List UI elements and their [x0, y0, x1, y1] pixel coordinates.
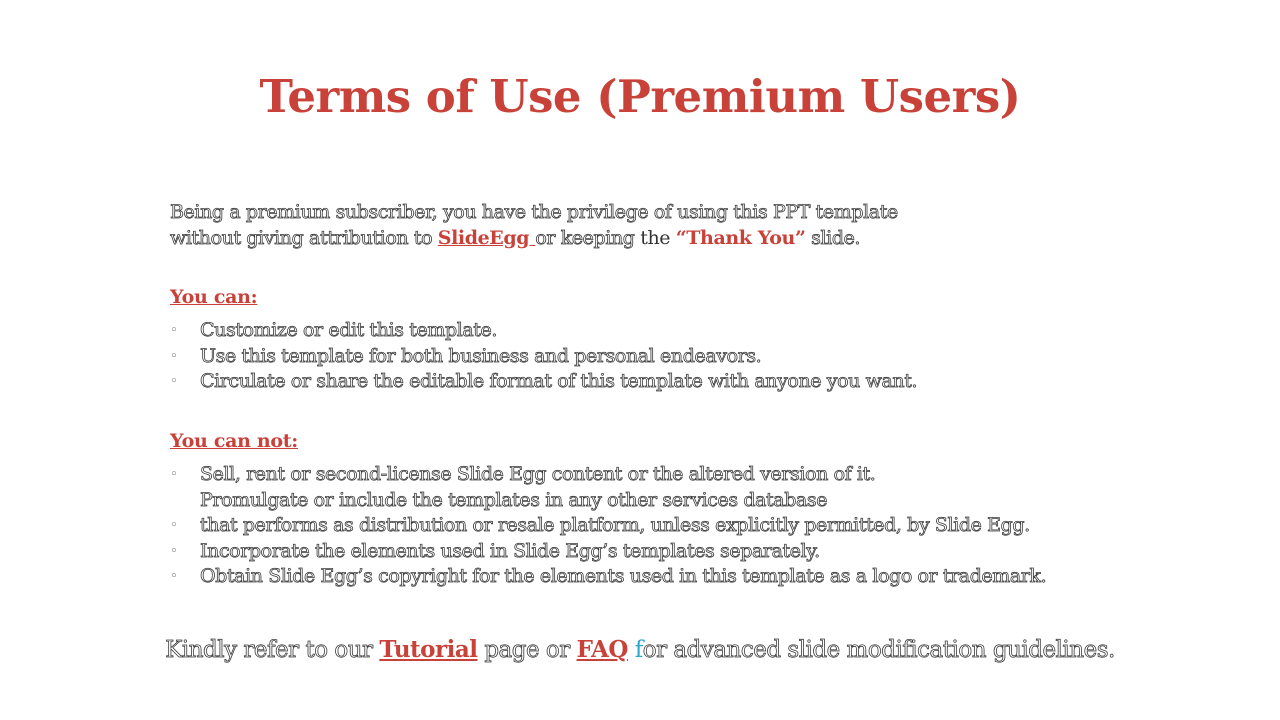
- intro-text: without giving attribution to: [170, 227, 438, 249]
- you-can-heading: You can:: [170, 286, 258, 308]
- bullet-icon: ◦: [170, 348, 178, 364]
- intro-text: or keeping: [535, 227, 641, 249]
- page-title: Terms of Use (Premium Users): [259, 70, 1021, 123]
- footer-note: [0, 634, 1280, 666]
- list-item: ◦ Customize or edit this template.: [170, 318, 1170, 344]
- intro-line-2: [170, 225, 1130, 251]
- intro-text: the: [640, 227, 676, 249]
- intro-text: Being a premium subscriber, you have the privilege of using this PPT template: [170, 201, 898, 223]
- faq-link[interactable]: FAQ: [576, 636, 628, 663]
- slideegg-link[interactable]: SlideEgg: [437, 227, 536, 249]
- intro-text: slide.: [805, 227, 861, 249]
- bullet-icon: ◦: [170, 323, 178, 338]
- list-item: ◦ Incorporate the elements used in Slide Egg’s templates separately.: [170, 539, 1170, 565]
- footer-text: or advanced slide modification guidelines.: [642, 637, 1115, 663]
- you-can-not-heading: You can not:: [170, 430, 298, 452]
- footer-text: page or: [477, 637, 577, 663]
- footer-text: Kindly refer to our: [165, 637, 380, 663]
- intro-paragraph: [170, 199, 1130, 251]
- bullet-icon: ◦: [170, 569, 178, 584]
- thank-you-text: “Thank You”: [675, 227, 806, 249]
- bullet-icon: ◦: [170, 518, 178, 533]
- you-can-list: [170, 318, 1170, 395]
- you-can-not-list: [170, 462, 1170, 590]
- list-item: Promulgate or include the templates in any other services database: [200, 488, 828, 511]
- list-item: ◦ Obtain Slide Egg’s copyright for the elements used in this template as a logo or trademark.: [170, 564, 1170, 590]
- list-item: ◦ Sell, rent or second-license Slide Egg content or the altered version of it.: [170, 462, 1170, 488]
- list-item: ◦ that performs as distribution or resale platform, unless explicitly permitted, by Slide Egg.: [170, 513, 1170, 539]
- intro-line-1: [170, 199, 1130, 225]
- bullet-icon: ◦: [170, 467, 178, 482]
- bullet-icon: ◦: [170, 543, 178, 559]
- bullet-icon: ◦: [170, 374, 178, 389]
- list-item: ◦ Use this template for both business and personal endeavors.: [170, 344, 1170, 370]
- list-item: ◦ Circulate or share the editable format of this template with anyone you want.: [170, 369, 1170, 395]
- footer-text: f: [627, 637, 643, 663]
- tutorial-link[interactable]: Tutorial: [379, 636, 478, 663]
